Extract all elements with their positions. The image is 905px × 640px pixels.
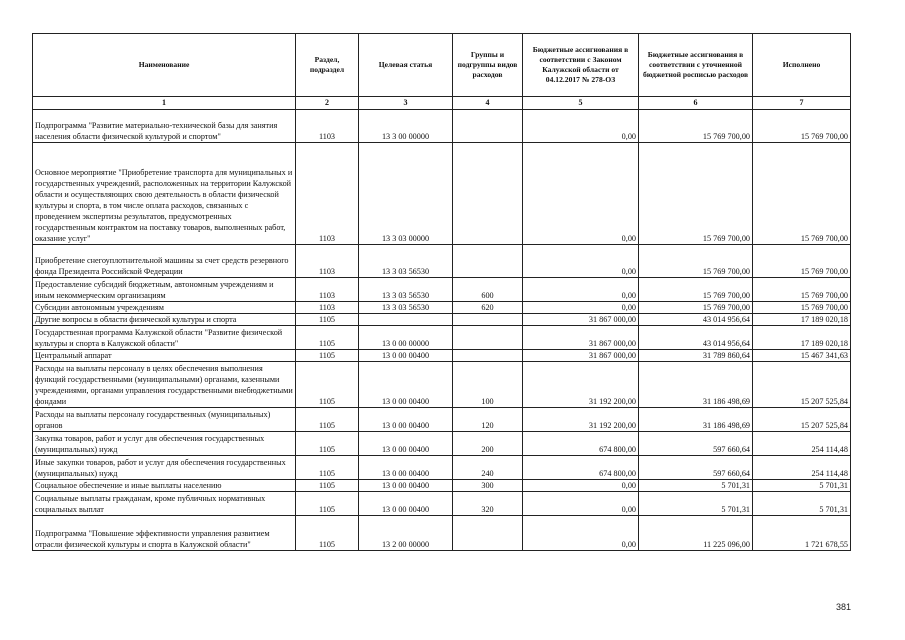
- row-law: 0,00: [523, 245, 639, 278]
- table-row: [33, 362, 851, 408]
- row-done: 15 769 700,00: [753, 245, 851, 278]
- row-done: 1 721 678,55: [753, 516, 851, 551]
- row-name: Расходы на выплаты персоналу в целях обеспечения выполнения функций государственными (муниципальными) органами, казенными учреждениями, органами управления государственными внебюджетными фондами: [33, 362, 296, 408]
- header-group: Группы и подгруппы видов расходов: [453, 34, 523, 97]
- row-done: 15 769 700,00: [753, 110, 851, 143]
- row-done: 17 189 020,18: [753, 326, 851, 350]
- table-row: [33, 143, 851, 245]
- row-section: 1105: [296, 516, 359, 551]
- row-refined: 11 225 096,00: [639, 516, 753, 551]
- budget-table: [32, 33, 851, 551]
- row-law: 0,00: [523, 492, 639, 516]
- row-target: [359, 314, 453, 326]
- row-done: 15 207 525,84: [753, 362, 851, 408]
- row-target: 13 2 00 00000: [359, 516, 453, 551]
- row-law: 0,00: [523, 480, 639, 492]
- header-section: Раздел, подраздел: [296, 34, 359, 97]
- table-row: [33, 480, 851, 492]
- table-row: [33, 302, 851, 314]
- row-group: [453, 143, 523, 245]
- row-group: 200: [453, 432, 523, 456]
- row-law: 31 867 000,00: [523, 314, 639, 326]
- row-group: 300: [453, 480, 523, 492]
- row-law: 674 800,00: [523, 432, 639, 456]
- header-target: Целевая статья: [359, 34, 453, 97]
- column-number: 5: [523, 97, 639, 110]
- row-name: Расходы на выплаты персоналу государственных (муниципальных) органов: [33, 408, 296, 432]
- column-number: 2: [296, 97, 359, 110]
- column-number: 3: [359, 97, 453, 110]
- row-refined: 31 186 498,69: [639, 362, 753, 408]
- row-group: 620: [453, 302, 523, 314]
- row-law: 31 192 200,00: [523, 362, 639, 408]
- row-section: 1105: [296, 492, 359, 516]
- row-section: 1105: [296, 326, 359, 350]
- row-name: Другие вопросы в области физической культуры и спорта: [33, 314, 296, 326]
- column-number: 7: [753, 97, 851, 110]
- row-law: 31 867 000,00: [523, 350, 639, 362]
- row-refined: 15 769 700,00: [639, 245, 753, 278]
- row-target: 13 0 00 00400: [359, 350, 453, 362]
- row-done: 15 207 525,84: [753, 408, 851, 432]
- row-group: [453, 110, 523, 143]
- row-target: 13 0 00 00400: [359, 480, 453, 492]
- table-row: [33, 245, 851, 278]
- row-name: Социальные выплаты гражданам, кроме публичных нормативных социальных выплат: [33, 492, 296, 516]
- row-target: 13 0 00 00400: [359, 432, 453, 456]
- table-row: [33, 110, 851, 143]
- row-refined: 597 660,64: [639, 432, 753, 456]
- table-row: [33, 314, 851, 326]
- table-row: [33, 492, 851, 516]
- row-name: Основное мероприятие "Приобретение транспорта для муниципальных и государственных учреждений, расположенных на территории Калужской области и осуществляющих свою деятельность в области физической культуры и спорта, в том числе оплата расходов, связанных с проведением экспертизы результатов, предусмотренных государственным контрактом на поставку товаров, выполненных работ, оказание услуг": [33, 143, 296, 245]
- row-done: 15 769 700,00: [753, 143, 851, 245]
- row-done: 5 701,31: [753, 492, 851, 516]
- row-target: 13 3 03 00000: [359, 143, 453, 245]
- header-done: Исполнено: [753, 34, 851, 97]
- row-law: 31 192 200,00: [523, 408, 639, 432]
- row-section: 1105: [296, 480, 359, 492]
- table-row: [33, 456, 851, 480]
- row-target: 13 3 00 00000: [359, 110, 453, 143]
- row-target: 13 0 00 00400: [359, 456, 453, 480]
- column-number: 1: [33, 97, 296, 110]
- row-target: 13 0 00 00000: [359, 326, 453, 350]
- row-section: 1105: [296, 456, 359, 480]
- header-row: [33, 34, 851, 97]
- row-done: 254 114,48: [753, 456, 851, 480]
- header-refined: Бюджетные ассигнования в соответствии с уточненной бюджетной росписью расходов: [639, 34, 753, 97]
- header-law: Бюджетные ассигнования в соответствии с Законом Калужской области от 04.12.2017 № 278-ОЗ: [523, 34, 639, 97]
- row-name: Приобретение снегоуплотнительной машины за счет средств резервного фонда Президента Российской Федерации: [33, 245, 296, 278]
- row-refined: 15 769 700,00: [639, 143, 753, 245]
- row-section: 1105: [296, 350, 359, 362]
- row-done: 17 189 020,18: [753, 314, 851, 326]
- row-section: 1105: [296, 362, 359, 408]
- row-name: Субсидии автономным учреждениям: [33, 302, 296, 314]
- table-row: [33, 516, 851, 551]
- table-row: [33, 326, 851, 350]
- row-name: Государственная программа Калужской области "Развитие физической культуры и спорта в Калужской области": [33, 326, 296, 350]
- row-refined: 15 769 700,00: [639, 302, 753, 314]
- row-section: 1103: [296, 110, 359, 143]
- row-target: 13 3 03 56530: [359, 245, 453, 278]
- row-done: 15 769 700,00: [753, 302, 851, 314]
- header-name: Наименование: [33, 34, 296, 97]
- row-name: Центральный аппарат: [33, 350, 296, 362]
- row-done: 15 467 341,63: [753, 350, 851, 362]
- row-target: 13 0 00 00400: [359, 362, 453, 408]
- row-law: 674 800,00: [523, 456, 639, 480]
- row-section: 1103: [296, 278, 359, 302]
- row-name: Иные закупки товаров, работ и услуг для обеспечения государственных (муниципальных) нужд: [33, 456, 296, 480]
- row-group: [453, 350, 523, 362]
- row-name: Социальное обеспечение и иные выплаты населению: [33, 480, 296, 492]
- row-refined: 43 014 956,64: [639, 314, 753, 326]
- row-name: Закупка товаров, работ и услуг для обеспечения государственных (муниципальных) нужд: [33, 432, 296, 456]
- table-row: [33, 432, 851, 456]
- row-refined: 15 769 700,00: [639, 278, 753, 302]
- row-done: 15 769 700,00: [753, 278, 851, 302]
- row-law: 0,00: [523, 110, 639, 143]
- row-law: 0,00: [523, 143, 639, 245]
- row-done: 5 701,31: [753, 480, 851, 492]
- row-section: 1103: [296, 143, 359, 245]
- column-number: 6: [639, 97, 753, 110]
- row-done: 254 114,48: [753, 432, 851, 456]
- row-section: 1105: [296, 408, 359, 432]
- row-section: 1105: [296, 314, 359, 326]
- row-group: [453, 326, 523, 350]
- row-group: 120: [453, 408, 523, 432]
- row-section: 1103: [296, 245, 359, 278]
- table-row: [33, 350, 851, 362]
- page-number: 381: [836, 602, 852, 612]
- row-refined: 15 769 700,00: [639, 110, 753, 143]
- row-target: 13 0 00 00400: [359, 408, 453, 432]
- table-body: [33, 110, 851, 551]
- column-number: 4: [453, 97, 523, 110]
- row-target: 13 3 03 56530: [359, 302, 453, 314]
- row-law: 31 867 000,00: [523, 326, 639, 350]
- row-target: 13 0 00 00400: [359, 492, 453, 516]
- row-group: 100: [453, 362, 523, 408]
- row-refined: 43 014 956,64: [639, 326, 753, 350]
- row-group: 600: [453, 278, 523, 302]
- table-row: [33, 408, 851, 432]
- row-name: Предоставление субсидий бюджетным, автономным учреждениям и иным некоммерческим организациям: [33, 278, 296, 302]
- row-target: 13 3 03 56530: [359, 278, 453, 302]
- row-refined: 5 701,31: [639, 480, 753, 492]
- row-section: 1103: [296, 302, 359, 314]
- row-refined: 31 789 860,64: [639, 350, 753, 362]
- table-row: [33, 278, 851, 302]
- row-refined: 31 186 498,69: [639, 408, 753, 432]
- row-law: 0,00: [523, 302, 639, 314]
- row-section: 1105: [296, 432, 359, 456]
- row-group: 240: [453, 456, 523, 480]
- row-refined: 5 701,31: [639, 492, 753, 516]
- row-refined: 597 660,64: [639, 456, 753, 480]
- row-group: [453, 314, 523, 326]
- column-number-row: [33, 97, 851, 110]
- row-law: 0,00: [523, 278, 639, 302]
- row-name: Подпрограмма "Развитие материально-технической базы для занятия населения области физической культурой и спортом": [33, 110, 296, 143]
- row-law: 0,00: [523, 516, 639, 551]
- row-name: Подпрограмма "Повышение эффективности управления развитием отрасли физической культуры и спорта в Калужской области": [33, 516, 296, 551]
- row-group: [453, 516, 523, 551]
- row-group: 320: [453, 492, 523, 516]
- row-group: [453, 245, 523, 278]
